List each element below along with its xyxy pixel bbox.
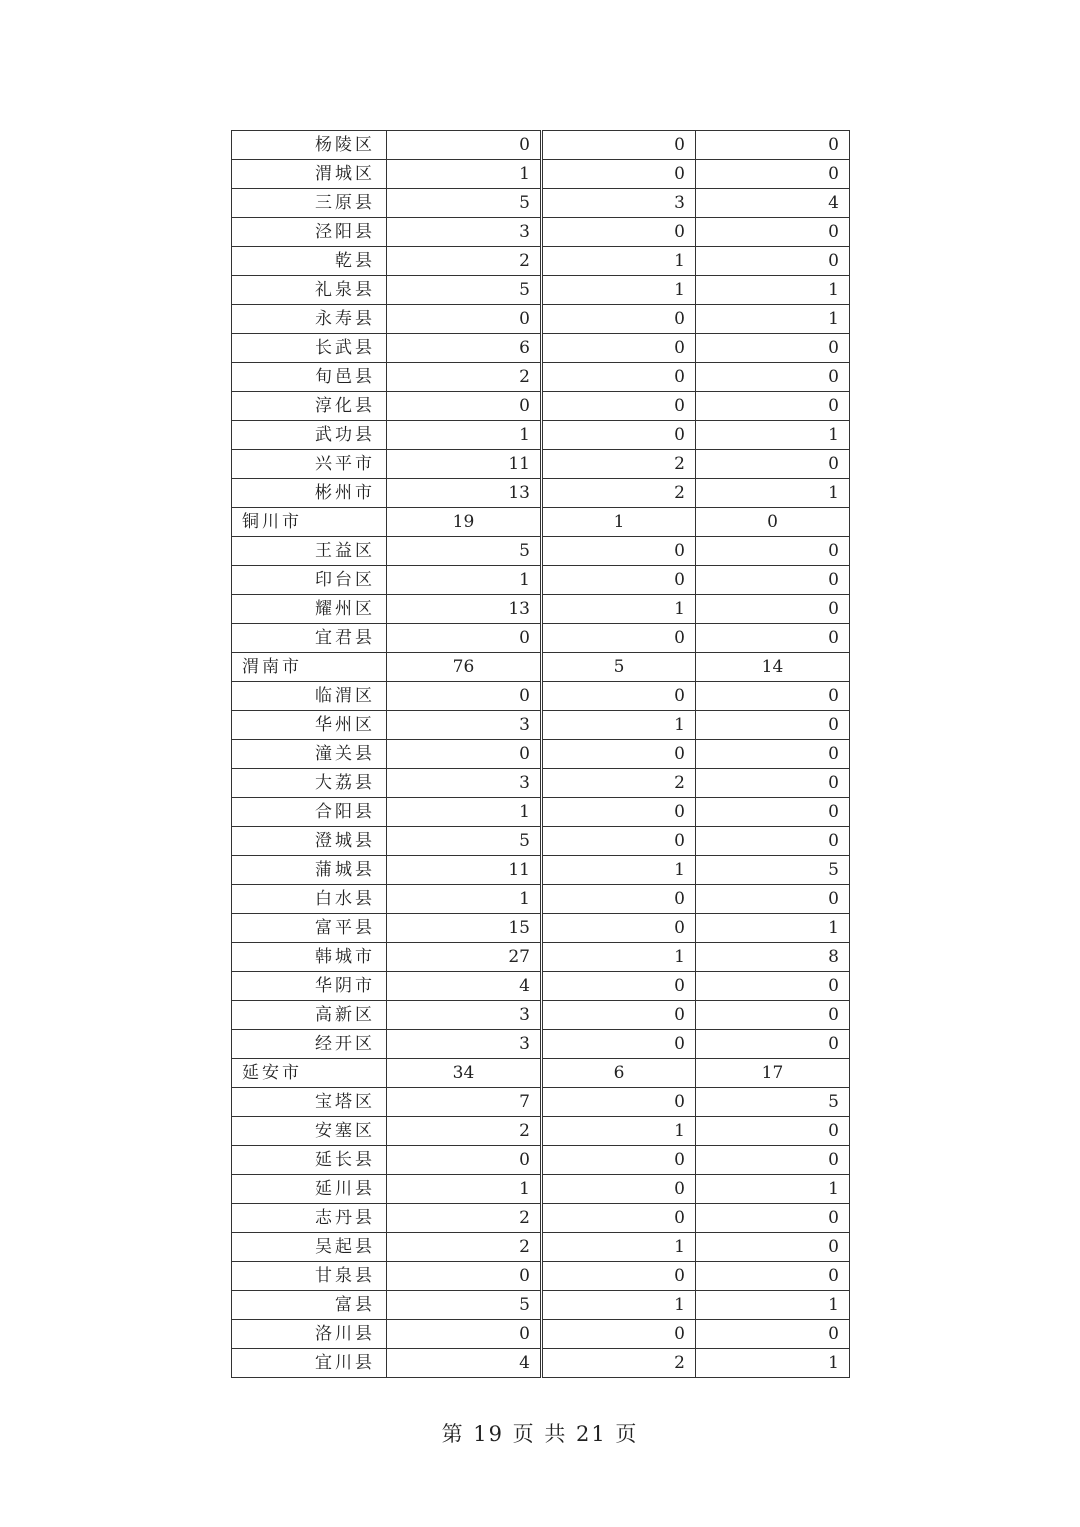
- value-cell-col1: 3: [387, 711, 542, 740]
- value-cell-col3: 1: [696, 479, 850, 508]
- value-cell-col2: 0: [542, 363, 696, 392]
- value-cell-col2: 1: [542, 943, 696, 972]
- table-row: [232, 537, 850, 566]
- table-row: [232, 740, 850, 769]
- value-cell-col2: 0: [542, 131, 696, 160]
- value-cell-col1: 13: [387, 595, 542, 624]
- value-cell-col3: 0: [696, 972, 850, 1001]
- value-cell-col3: 0: [696, 131, 850, 160]
- value-cell-col2: 1: [542, 247, 696, 276]
- value-cell-col2: 0: [542, 1262, 696, 1291]
- district-name-cell: 宝塔区: [232, 1088, 387, 1117]
- value-cell-col1: 2: [387, 247, 542, 276]
- district-name-cell: 淳化县: [232, 392, 387, 421]
- value-cell-col2: 0: [542, 624, 696, 653]
- table-row: [232, 1146, 850, 1175]
- value-cell-col1: 19: [387, 508, 542, 537]
- value-cell-col1: 6: [387, 334, 542, 363]
- table-row: [232, 421, 850, 450]
- value-cell-col2: 0: [542, 218, 696, 247]
- district-name-cell: 高新区: [232, 1001, 387, 1030]
- value-cell-col3: 1: [696, 1175, 850, 1204]
- value-cell-col1: 3: [387, 769, 542, 798]
- table-row: [232, 1204, 850, 1233]
- table-row: [232, 189, 850, 218]
- value-cell-col2: 1: [542, 1117, 696, 1146]
- district-name-cell: 临渭区: [232, 682, 387, 711]
- table-row: [232, 827, 850, 856]
- value-cell-col3: 0: [696, 160, 850, 189]
- district-name-cell: 华阴市: [232, 972, 387, 1001]
- district-name-cell: 延川县: [232, 1175, 387, 1204]
- value-cell-col3: 0: [696, 1233, 850, 1262]
- value-cell-col1: 0: [387, 1262, 542, 1291]
- value-cell-col2: 0: [542, 1146, 696, 1175]
- table-row: [232, 1088, 850, 1117]
- value-cell-col3: 0: [696, 798, 850, 827]
- district-name-cell: 印台区: [232, 566, 387, 595]
- value-cell-col1: 0: [387, 682, 542, 711]
- table-row: [232, 276, 850, 305]
- table-row: [232, 1001, 850, 1030]
- district-name-cell: 吴起县: [232, 1233, 387, 1262]
- city-row: [232, 1059, 850, 1088]
- table-row: [232, 972, 850, 1001]
- district-name-cell: 志丹县: [232, 1204, 387, 1233]
- value-cell-col3: 5: [696, 856, 850, 885]
- value-cell-col1: 3: [387, 1030, 542, 1059]
- value-cell-col2: 0: [542, 1088, 696, 1117]
- district-name-cell: 安塞区: [232, 1117, 387, 1146]
- value-cell-col3: 0: [696, 218, 850, 247]
- city-name-cell: 铜川市: [232, 508, 387, 537]
- district-name-cell: 大荔县: [232, 769, 387, 798]
- value-cell-col2: 1: [542, 276, 696, 305]
- value-cell-col2: 0: [542, 682, 696, 711]
- district-name-cell: 宜君县: [232, 624, 387, 653]
- table-row: [232, 1175, 850, 1204]
- value-cell-col3: 4: [696, 189, 850, 218]
- value-cell-col1: 34: [387, 1059, 542, 1088]
- table-row: [232, 479, 850, 508]
- value-cell-col1: 2: [387, 1204, 542, 1233]
- table-row: [232, 885, 850, 914]
- district-name-cell: 洛川县: [232, 1320, 387, 1349]
- value-cell-col1: 11: [387, 856, 542, 885]
- value-cell-col2: 0: [542, 798, 696, 827]
- value-cell-col3: 0: [696, 537, 850, 566]
- value-cell-col1: 0: [387, 740, 542, 769]
- table-row: [232, 131, 850, 160]
- city-name-cell: 延安市: [232, 1059, 387, 1088]
- value-cell-col3: 0: [696, 363, 850, 392]
- value-cell-col1: 13: [387, 479, 542, 508]
- table-row: [232, 160, 850, 189]
- value-cell-col3: 1: [696, 421, 850, 450]
- value-cell-col1: 1: [387, 798, 542, 827]
- value-cell-col1: 0: [387, 392, 542, 421]
- value-cell-col2: 0: [542, 1204, 696, 1233]
- value-cell-col1: 3: [387, 218, 542, 247]
- value-cell-col2: 0: [542, 740, 696, 769]
- value-cell-col1: 0: [387, 624, 542, 653]
- table-row: [232, 1349, 850, 1378]
- district-name-cell: 彬州市: [232, 479, 387, 508]
- value-cell-col1: 4: [387, 972, 542, 1001]
- value-cell-col1: 0: [387, 1320, 542, 1349]
- value-cell-col2: 0: [542, 914, 696, 943]
- district-name-cell: 白水县: [232, 885, 387, 914]
- value-cell-col2: 5: [542, 653, 696, 682]
- value-cell-col3: 1: [696, 276, 850, 305]
- data-table-container: [231, 130, 849, 1378]
- table-row: [232, 1117, 850, 1146]
- district-name-cell: 乾县: [232, 247, 387, 276]
- value-cell-col1: 2: [387, 1117, 542, 1146]
- table-body: [232, 131, 850, 1378]
- value-cell-col2: 2: [542, 450, 696, 479]
- value-cell-col1: 5: [387, 1291, 542, 1320]
- value-cell-col2: 1: [542, 711, 696, 740]
- value-cell-col3: 1: [696, 1291, 850, 1320]
- value-cell-col1: 15: [387, 914, 542, 943]
- value-cell-col2: 0: [542, 827, 696, 856]
- value-cell-col3: 0: [696, 827, 850, 856]
- table-row: [232, 1291, 850, 1320]
- value-cell-col2: 1: [542, 1233, 696, 1262]
- table-row: [232, 1233, 850, 1262]
- district-name-cell: 渭城区: [232, 160, 387, 189]
- district-name-cell: 兴平市: [232, 450, 387, 479]
- table-row: [232, 624, 850, 653]
- district-name-cell: 富平县: [232, 914, 387, 943]
- district-name-cell: 宜川县: [232, 1349, 387, 1378]
- value-cell-col3: 17: [696, 1059, 850, 1088]
- value-cell-col3: 5: [696, 1088, 850, 1117]
- value-cell-col1: 27: [387, 943, 542, 972]
- value-cell-col3: 0: [696, 711, 850, 740]
- value-cell-col2: 2: [542, 769, 696, 798]
- value-cell-col3: 0: [696, 682, 850, 711]
- value-cell-col3: 0: [696, 1117, 850, 1146]
- value-cell-col2: 2: [542, 479, 696, 508]
- data-table: [231, 130, 850, 1378]
- value-cell-col3: 0: [696, 1262, 850, 1291]
- value-cell-col2: 0: [542, 1320, 696, 1349]
- table-row: [232, 595, 850, 624]
- value-cell-col2: 0: [542, 1001, 696, 1030]
- district-name-cell: 甘泉县: [232, 1262, 387, 1291]
- district-name-cell: 经开区: [232, 1030, 387, 1059]
- value-cell-col3: 1: [696, 305, 850, 334]
- table-row: [232, 1320, 850, 1349]
- city-name-cell: 渭南市: [232, 653, 387, 682]
- page-footer: 第 19 页 共 21 页: [441, 1422, 639, 1446]
- value-cell-col1: 76: [387, 653, 542, 682]
- value-cell-col3: 0: [696, 1320, 850, 1349]
- table-row: [232, 856, 850, 885]
- value-cell-col1: 4: [387, 1349, 542, 1378]
- value-cell-col1: 11: [387, 450, 542, 479]
- table-row: [232, 769, 850, 798]
- value-cell-col1: 1: [387, 885, 542, 914]
- district-name-cell: 武功县: [232, 421, 387, 450]
- value-cell-col1: 5: [387, 276, 542, 305]
- value-cell-col3: 0: [696, 624, 850, 653]
- value-cell-col2: 0: [542, 537, 696, 566]
- value-cell-col1: 0: [387, 1146, 542, 1175]
- district-name-cell: 合阳县: [232, 798, 387, 827]
- table-row: [232, 392, 850, 421]
- value-cell-col2: 0: [542, 885, 696, 914]
- table-row: [232, 1262, 850, 1291]
- table-row: [232, 1030, 850, 1059]
- value-cell-col2: 3: [542, 189, 696, 218]
- value-cell-col3: 1: [696, 1349, 850, 1378]
- value-cell-col2: 1: [542, 1291, 696, 1320]
- table-row: [232, 247, 850, 276]
- city-row: [232, 508, 850, 537]
- district-name-cell: 长武县: [232, 334, 387, 363]
- table-row: [232, 334, 850, 363]
- district-name-cell: 韩城市: [232, 943, 387, 972]
- table-row: [232, 798, 850, 827]
- value-cell-col3: 0: [696, 508, 850, 537]
- value-cell-col2: 0: [542, 334, 696, 363]
- value-cell-col1: 1: [387, 421, 542, 450]
- value-cell-col2: 2: [542, 1349, 696, 1378]
- value-cell-col2: 6: [542, 1059, 696, 1088]
- value-cell-col2: 0: [542, 305, 696, 334]
- table-row: [232, 914, 850, 943]
- value-cell-col2: 0: [542, 1175, 696, 1204]
- table-row: [232, 305, 850, 334]
- value-cell-col3: 0: [696, 769, 850, 798]
- district-name-cell: 旬邑县: [232, 363, 387, 392]
- value-cell-col2: 1: [542, 856, 696, 885]
- value-cell-col3: 0: [696, 1146, 850, 1175]
- value-cell-col3: 14: [696, 653, 850, 682]
- district-name-cell: 耀州区: [232, 595, 387, 624]
- value-cell-col2: 0: [542, 566, 696, 595]
- district-name-cell: 华州区: [232, 711, 387, 740]
- table-row: [232, 682, 850, 711]
- value-cell-col3: 0: [696, 334, 850, 363]
- district-name-cell: 礼泉县: [232, 276, 387, 305]
- value-cell-col2: 1: [542, 595, 696, 624]
- district-name-cell: 永寿县: [232, 305, 387, 334]
- table-row: [232, 566, 850, 595]
- district-name-cell: 潼关县: [232, 740, 387, 769]
- value-cell-col3: 8: [696, 943, 850, 972]
- value-cell-col1: 1: [387, 160, 542, 189]
- district-name-cell: 延长县: [232, 1146, 387, 1175]
- value-cell-col3: 0: [696, 1030, 850, 1059]
- value-cell-col1: 0: [387, 305, 542, 334]
- value-cell-col2: 0: [542, 972, 696, 1001]
- value-cell-col2: 0: [542, 421, 696, 450]
- district-name-cell: 杨陵区: [232, 131, 387, 160]
- value-cell-col1: 3: [387, 1001, 542, 1030]
- value-cell-col3: 1: [696, 914, 850, 943]
- value-cell-col3: 0: [696, 1001, 850, 1030]
- table-row: [232, 943, 850, 972]
- district-name-cell: 三原县: [232, 189, 387, 218]
- table-row: [232, 363, 850, 392]
- value-cell-col3: 0: [696, 247, 850, 276]
- value-cell-col1: 5: [387, 189, 542, 218]
- district-name-cell: 澄城县: [232, 827, 387, 856]
- value-cell-col3: 0: [696, 566, 850, 595]
- table-row: [232, 711, 850, 740]
- value-cell-col1: 1: [387, 566, 542, 595]
- value-cell-col2: 0: [542, 1030, 696, 1059]
- value-cell-col1: 7: [387, 1088, 542, 1117]
- value-cell-col3: 0: [696, 392, 850, 421]
- table-row: [232, 218, 850, 247]
- value-cell-col1: 1: [387, 1175, 542, 1204]
- district-name-cell: 王益区: [232, 537, 387, 566]
- value-cell-col1: 5: [387, 827, 542, 856]
- city-row: [232, 653, 850, 682]
- value-cell-col3: 0: [696, 885, 850, 914]
- value-cell-col2: 0: [542, 160, 696, 189]
- value-cell-col1: 0: [387, 131, 542, 160]
- value-cell-col3: 0: [696, 595, 850, 624]
- value-cell-col2: 0: [542, 392, 696, 421]
- value-cell-col3: 0: [696, 740, 850, 769]
- value-cell-col1: 2: [387, 363, 542, 392]
- table-row: [232, 450, 850, 479]
- district-name-cell: 泾阳县: [232, 218, 387, 247]
- value-cell-col3: 0: [696, 1204, 850, 1233]
- value-cell-col1: 5: [387, 537, 542, 566]
- district-name-cell: 蒲城县: [232, 856, 387, 885]
- value-cell-col1: 2: [387, 1233, 542, 1262]
- value-cell-col3: 0: [696, 450, 850, 479]
- district-name-cell: 富县: [232, 1291, 387, 1320]
- value-cell-col2: 1: [542, 508, 696, 537]
